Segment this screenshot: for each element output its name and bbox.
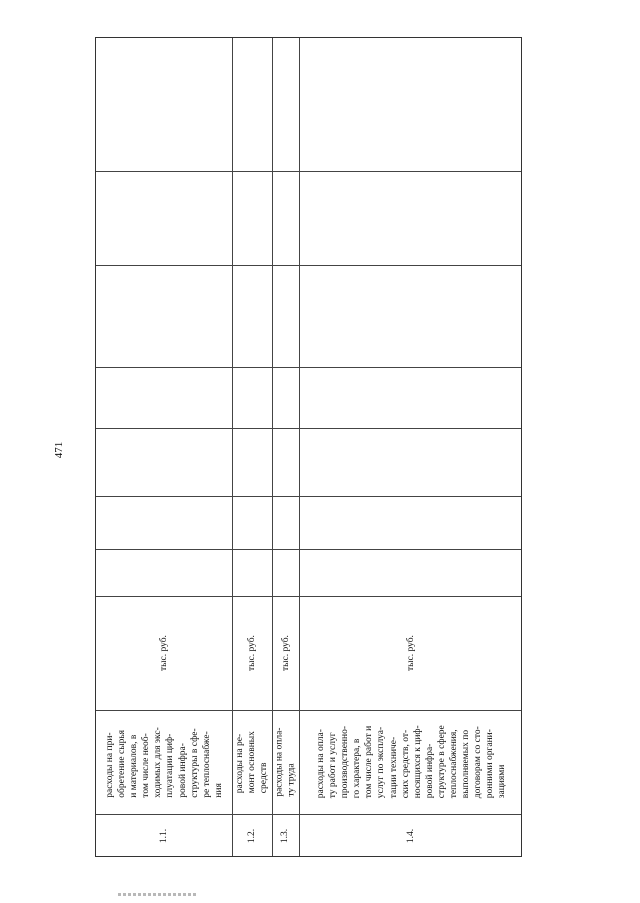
description-line: выполняемых по	[460, 730, 471, 799]
description-line: ровой инфра-	[177, 742, 188, 798]
description-line: услуг по эксплуа-	[375, 727, 386, 799]
description-line: тации техниче-	[387, 737, 398, 799]
table-row-number	[232, 814, 272, 858]
column-divider	[96, 549, 521, 550]
description-line: ту работ и услуг	[327, 732, 338, 799]
description-line: средств	[259, 762, 270, 794]
description-line: обретение сырья	[116, 729, 127, 798]
description-line: носящихся к циф-	[412, 725, 422, 799]
table-row-unit	[232, 596, 272, 710]
row-number-text: 1.2.	[246, 828, 257, 844]
page-number: 471	[53, 441, 65, 459]
data-table	[95, 37, 522, 857]
column-divider	[96, 265, 521, 266]
table-row-number	[96, 814, 232, 858]
description-line: ния	[213, 782, 224, 798]
column-divider	[96, 367, 521, 368]
description-line: ровой инфра-	[424, 743, 435, 799]
description-line: зациями	[496, 764, 507, 799]
row-unit-text: тыс. руб.	[246, 635, 257, 671]
description-line: ту труда	[286, 763, 297, 797]
description-line: расходы на опла-	[315, 729, 326, 799]
column-divider	[96, 428, 521, 429]
description-line: расходы на при-	[104, 731, 115, 798]
description-line: ских средств, от-	[399, 730, 410, 799]
row-description-text	[234, 731, 270, 793]
description-line: производственно-	[339, 726, 350, 799]
table-row-description	[272, 710, 299, 814]
description-line: монт основных	[246, 730, 257, 794]
row-number-text: 1.1.	[158, 828, 169, 844]
table-row-unit	[96, 596, 232, 710]
table-row-number	[299, 814, 523, 858]
table-row-description	[232, 710, 272, 814]
description-line: и материалов, в	[128, 734, 139, 798]
description-line: расходы на опла-	[274, 727, 285, 797]
description-line: теплоснабжения,	[448, 729, 459, 799]
description-line: го характера, в	[351, 738, 362, 799]
row-unit-text: тыс. руб.	[405, 635, 416, 671]
row-unit-text: тыс. руб.	[158, 635, 169, 671]
table-row-number	[272, 814, 299, 858]
row-unit-text: тыс. руб.	[280, 635, 291, 671]
description-line: ре теплоснабже-	[201, 730, 212, 798]
row-description-text	[314, 726, 508, 799]
description-line: структуры в сфе-	[189, 727, 200, 798]
description-line: ходимых для экс-	[152, 726, 163, 798]
row-description-text	[273, 727, 297, 796]
column-divider	[96, 171, 521, 172]
description-line: ронними органи-	[484, 729, 495, 799]
row-description-text	[104, 727, 225, 797]
row-number-text: 1.3.	[280, 828, 291, 844]
description-line: плуатации циф-	[165, 733, 175, 798]
description-line: структуре в сфере	[436, 725, 447, 799]
row-number-text: 1.4.	[405, 828, 416, 844]
scan-artifact	[118, 893, 198, 896]
description-line: том числе необ-	[140, 732, 151, 798]
table-row-unit	[272, 596, 299, 710]
table-row-description	[96, 710, 232, 814]
description-line: том числе работ и	[363, 726, 374, 799]
table-row-description	[299, 710, 523, 814]
description-line: расходы на ре-	[234, 733, 245, 794]
column-divider	[96, 496, 521, 497]
description-line: договорам со сто-	[472, 726, 483, 799]
table-row-unit	[299, 596, 523, 710]
